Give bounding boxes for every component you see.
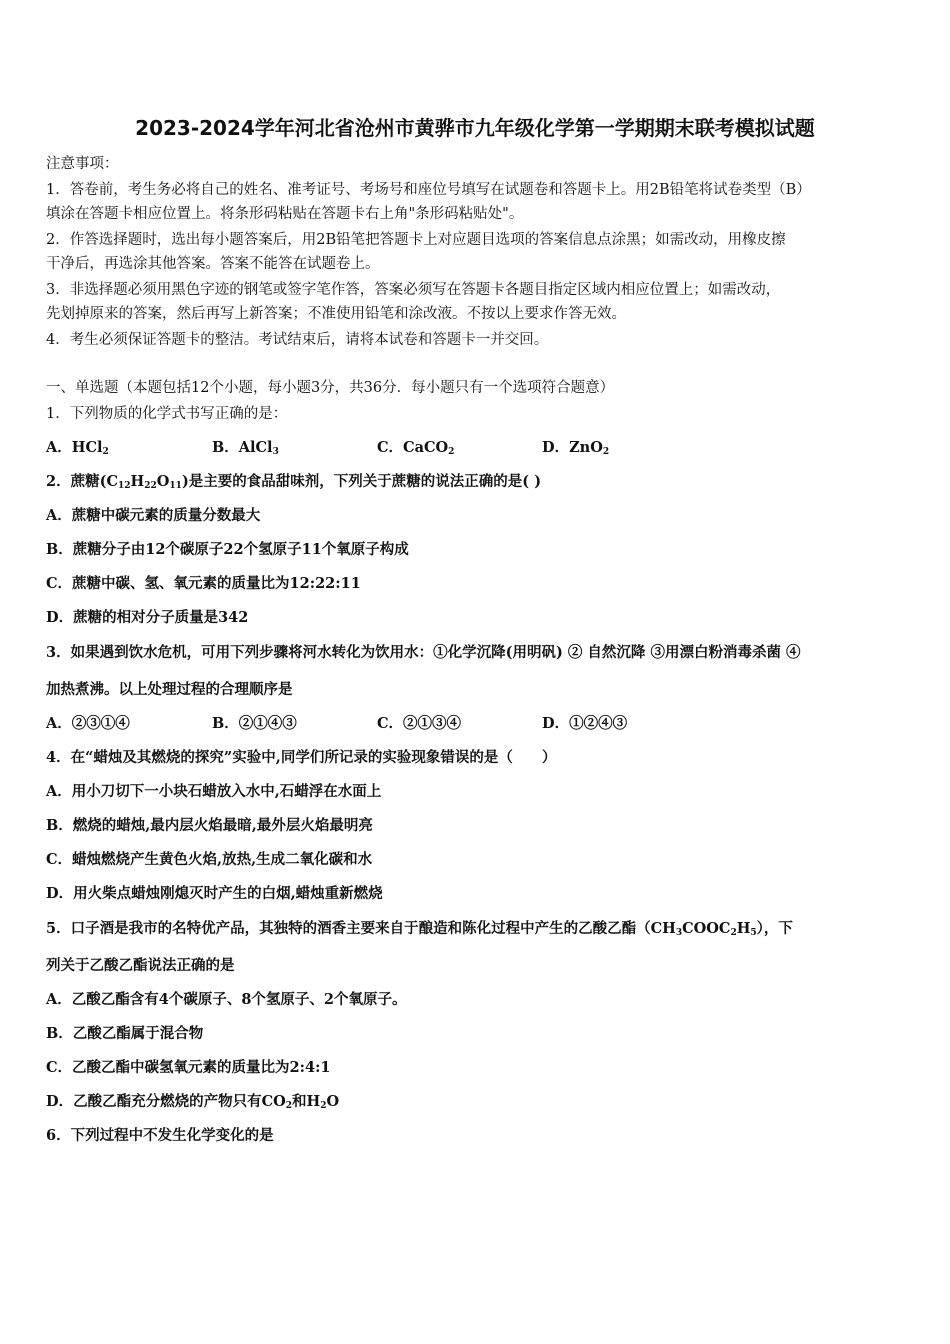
notice-line-5: 3．非选择题必须用黑色字迹的钢笔或签字笔作答，答案必须写在答题卡各题目指定区域内相应位置上；如需改动， (46, 282, 781, 298)
q3-option-d: D．①②④③ (542, 715, 628, 732)
q5-option-d-pre: D．乙酸乙酯充分燃烧的产物只有CO (46, 1093, 286, 1110)
question-2-stem (46, 470, 541, 491)
notice-line-2: 填涂在答题卡相应位置上。将条形码粘贴在答题卡右上角"条形码粘贴处"。 (46, 206, 524, 222)
question-5-stem-1 (46, 917, 793, 938)
q1-option-b-sub: 3 (272, 447, 279, 457)
q2-stem-pre: 2．蔗糖(C (46, 473, 118, 490)
q3-option-c: C．②①③④ (377, 715, 462, 732)
q5-option-c: C．乙酸乙酯中碳氢氧元素的质量比为2:4:1 (46, 1059, 331, 1076)
q2-mid-2: O (156, 473, 170, 490)
q2-mid-1: H (130, 473, 145, 490)
question-3-stem-2: 加热煮沸。以上处理过程的合理顺序是 (46, 681, 293, 698)
q1-option-b (212, 436, 279, 457)
q5-h: H (736, 920, 751, 937)
question-3-stem-1: 3．如果遇到饮水危机，可用下列步骤将河水转化为饮用水：①化学沉降(用明矾) ② 自然沉降 ③用漂白粉消毒杀菌 ④ (46, 644, 801, 661)
q2-option-b: B．蔗糖分子由12个碳原子22个氢原子11个氧原子构成 (46, 541, 409, 558)
q5-mid: COOC (682, 920, 731, 937)
q5-stem-pre: 5．口子酒是我市的名特优产品，其独特的酒香主要来自于酿造和陈化过程中产生的乙酸乙酯（CH (46, 920, 676, 937)
q1-option-d (542, 436, 609, 457)
section-heading: 一、单选题（本题包括12个小题，每小题3分，共36分．每小题只有一个选项符合题意） (46, 380, 615, 396)
question-4-stem: 4．在“蜡烛及其燃烧的探究”实验中,同学们所记录的实验现象错误的是（ ） (46, 749, 557, 766)
q1-option-c-label: C．CaCO (377, 439, 449, 456)
notice-line-6: 先划掉原来的答案，然后再写上新答案；不准使用铅笔和涂改液。不按以上要求作答无效。 (46, 306, 626, 322)
q5-option-d (46, 1090, 339, 1111)
q2-option-a: A．蔗糖中碳元素的质量分数最大 (46, 507, 261, 524)
notice-line-7: 4．考生必须保证答题卡的整洁。考试结束后，请将本试卷和答题卡一并交回。 (46, 332, 549, 348)
q4-option-c: C．蜡烛燃烧产生黄色火焰,放热,生成二氧化碳和水 (46, 851, 373, 868)
q5-option-a: A．乙酸乙酯含有4个碳原子、8个氢原子、2个氧原子。 (46, 991, 407, 1008)
q4-option-a: A．用小刀切下一小块石蜡放入水中,石蜡浮在水面上 (46, 783, 382, 800)
q1-option-c-sub: 2 (448, 447, 455, 457)
q2-stem-post: )是主要的食品甜味剂，下列关于蔗糖的说法正确的是( ) (181, 473, 542, 490)
q1-option-d-sub: 2 (602, 447, 610, 457)
q2-sub-2: 22 (144, 481, 157, 491)
notice-line-4: 干净后，再选涂其他答案。答案不能答在试题卷上。 (46, 256, 380, 272)
q4-option-b: B．燃烧的蜡烛,最内层火焰最暗,最外层火焰最明亮 (46, 817, 373, 834)
q5-option-d-post: O (326, 1093, 340, 1110)
q5-sub-1: 3 (675, 928, 683, 938)
q1-option-a (46, 436, 109, 457)
question-5-stem-2: 列关于乙酸乙酯说法正确的是 (46, 957, 235, 974)
q1-option-b-label: B．AlCl (212, 439, 273, 456)
notice-line-3: 2．作答选择题时，选出每小题答案后，用2B铅笔把答题卡上对应题目选项的答案信息点涂黑；如需改动，用橡皮擦 (46, 232, 786, 248)
q1-option-a-sub: 2 (102, 447, 109, 457)
q5-stem-post: ），下 (756, 920, 793, 937)
q5-option-d-sub-2: 2 (320, 1101, 327, 1111)
q4-option-d: D．用火柴点蜡烛刚熄灭时产生的白烟,蜡烛重新燃烧 (46, 885, 383, 902)
q1-option-a-label: A．HCl (46, 439, 103, 456)
q5-option-b: B．乙酸乙酯属于混合物 (46, 1025, 204, 1042)
q5-option-d-sub-1: 2 (285, 1101, 293, 1111)
page-title: 2023-2024学年河北省沧州市黄骅市九年级化学第一学期期末联考模拟试题 (135, 116, 815, 140)
q2-sub-1: 12 (118, 481, 131, 491)
notice-heading: 注意事项： (46, 156, 119, 172)
q2-option-d: D．蔗糖的相对分子质量是342 (46, 609, 249, 626)
notice-line-1: 1．答卷前，考生务必将自己的姓名、准考证号、考场号和座位号填写在试题卷和答题卡上。用2B铅笔将试卷类型（B） (46, 182, 811, 198)
question-1-stem: 1．下列物质的化学式书写正确的是： (46, 406, 288, 422)
q2-sub-3: 11 (169, 481, 182, 491)
q2-option-c: C．蔗糖中碳、氢、氧元素的质量比为12:22:11 (46, 575, 361, 592)
q5-sub-2: 2 (730, 928, 737, 938)
q3-option-a: A．②③①④ (46, 715, 130, 732)
q1-option-d-label: D．ZnO (542, 439, 603, 456)
q5-sub-3: 5 (750, 928, 757, 938)
question-6-stem: 6．下列过程中不发生化学变化的是 (46, 1127, 274, 1144)
q3-option-b: B．②①④③ (212, 715, 297, 732)
q1-option-c (377, 436, 454, 457)
q5-option-d-mid: 和H (292, 1093, 321, 1110)
